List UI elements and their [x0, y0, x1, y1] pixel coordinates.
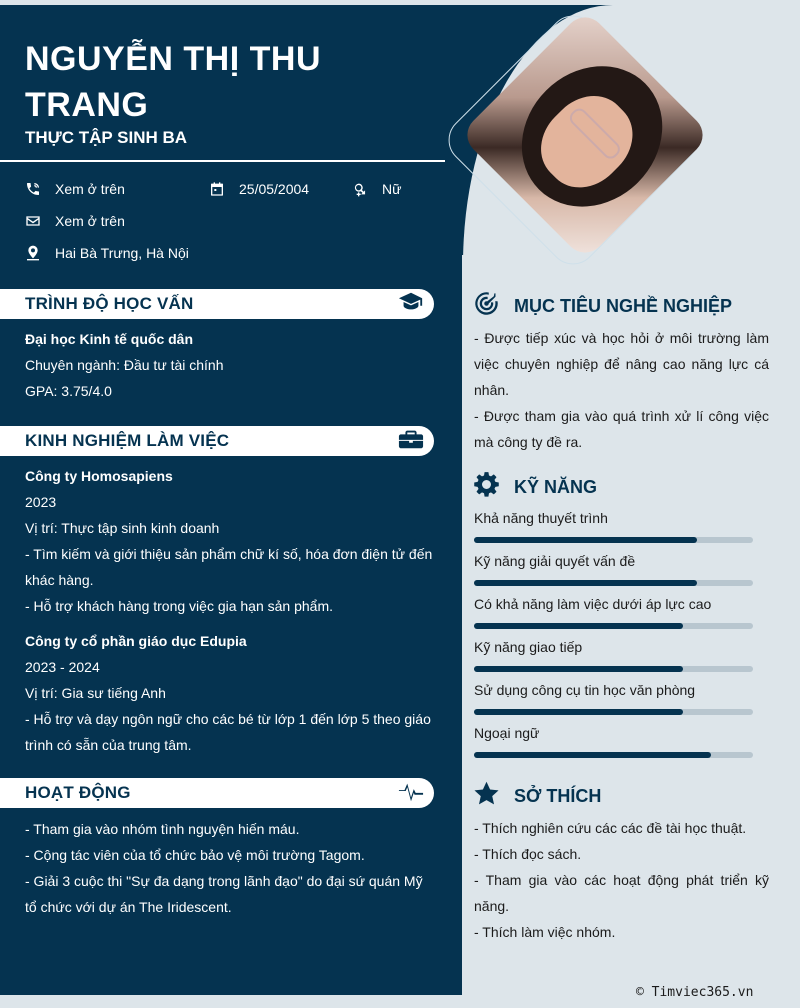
graduation-cap-icon: [398, 291, 424, 318]
skill-bar-track: [474, 709, 753, 715]
skill-bar-fill: [474, 752, 711, 758]
hobbies-heading-row: [473, 780, 601, 812]
job-period: 2023: [25, 494, 57, 510]
skill-item: [474, 725, 754, 758]
objective-item: - Được tiếp xúc và học hỏi ở môi trường làm việc chuyên nghiệp để nâng cao năng lực cá nhân.: [474, 330, 769, 398]
header-divider: [0, 160, 445, 162]
skill-bar-fill: [474, 666, 683, 672]
candidate-name: NGUYỄN THỊ THU TRANG: [25, 40, 321, 124]
location-pin-icon: [25, 245, 41, 261]
contact-birthday: [209, 181, 309, 197]
education-heading: TRÌNH ĐỘ HỌC VẤN: [25, 294, 194, 313]
job-period: 2023 - 2024: [25, 659, 100, 675]
skill-label: Ngoại ngữ: [474, 725, 540, 741]
job-company: Công ty cổ phần giáo dục Edupia: [25, 633, 247, 649]
job-duty: - Hỗ trợ và dạy ngôn ngữ cho các bé từ lớp 1 đến lớp 5 theo giáo trình có sẵn của trung tâm.: [25, 711, 431, 753]
skill-label: Kỹ năng giao tiếp: [474, 639, 583, 655]
contact-gender-text: Nữ: [382, 181, 402, 197]
contact-birthday-text: 25/05/2004: [239, 181, 310, 197]
objective-heading: MỤC TIÊU NGHỀ NGHIỆP: [514, 295, 733, 316]
objective-list: [474, 325, 769, 455]
skill-bar-fill: [474, 537, 697, 543]
activity-item: - Giải 3 cuộc thi "Sự đa dạng trong lãnh đạo" do đại sứ quán Mỹ tổ chức với dự án The Iridescent.: [25, 873, 423, 915]
activities-heading: HOẠT ĐỘNG: [25, 783, 131, 802]
activities-list: [25, 816, 435, 920]
objective-heading-row: [473, 290, 732, 322]
hobby-item: - Thích đọc sách.: [474, 846, 582, 862]
gear-icon: [473, 471, 500, 503]
skill-label: Khả năng thuyết trình: [474, 510, 608, 526]
job-position: Vị trí: Thực tập sinh kinh doanh: [25, 520, 220, 536]
heartbeat-icon: [398, 780, 424, 807]
hobbies-list: [474, 815, 769, 945]
watermark: © Timviec365.vn: [636, 985, 754, 1000]
skill-item: [474, 553, 754, 586]
hobby-item: - Thích làm việc nhóm.: [474, 924, 616, 940]
contact-phone: [25, 181, 125, 197]
phone-icon: [25, 181, 41, 197]
education-details: [25, 326, 435, 404]
gender-icon: [352, 181, 368, 197]
education-gpa: GPA: 3.75/4.0: [25, 383, 112, 399]
skill-item: [474, 682, 754, 715]
contact-address-text: Hai Bà Trưng, Hà Nội: [55, 245, 189, 261]
skills-heading-row: [473, 471, 597, 503]
skill-label: Có khả năng làm việc dưới áp lực cao: [474, 596, 712, 612]
skill-bar-track: [474, 623, 753, 629]
skill-bar-track: [474, 752, 753, 758]
experience-job-2: [25, 628, 435, 758]
contact-email: [25, 213, 125, 229]
star-icon: [473, 780, 500, 812]
hobby-item: - Thích nghiên cứu các các đề tài học thuật.: [474, 820, 747, 836]
education-major: Chuyên ngành: Đầu tư tài chính: [25, 357, 224, 373]
job-position: Vị trí: Gia sư tiếng Anh: [25, 685, 166, 701]
experience-heading-bar: [0, 426, 434, 456]
skill-bar-fill: [474, 580, 697, 586]
skill-bar-track: [474, 537, 753, 543]
activity-item: - Cộng tác viên của tổ chức bảo vệ môi trường Tagom.: [25, 847, 365, 863]
skill-bar-track: [474, 666, 753, 672]
education-heading-bar: [0, 289, 434, 319]
activity-item: - Tham gia vào nhóm tình nguyện hiến máu.: [25, 821, 300, 837]
job-company: Công ty Homosapiens: [25, 468, 173, 484]
briefcase-icon: [398, 428, 424, 455]
education-school: Đại học Kinh tế quốc dân: [25, 331, 194, 347]
experience-job-1: [25, 463, 435, 619]
skill-item: [474, 510, 754, 543]
skill-item: [474, 596, 754, 629]
job-duty: - Hỗ trợ khách hàng trong việc gia hạn sản phẩm.: [25, 598, 334, 614]
contact-email-text: Xem ở trên: [55, 213, 125, 229]
skills-heading: KỸ NĂNG: [514, 476, 598, 497]
target-icon: [473, 290, 500, 322]
job-duty: - Tìm kiếm và giới thiệu sản phẩm chữ kí số, hóa đơn điện tử đến khác hàng.: [25, 546, 433, 588]
calendar-icon: [209, 181, 225, 197]
envelope-icon: [25, 213, 41, 229]
job-title: THỰC TẬP SINH BA: [25, 128, 188, 147]
skill-label: Sử dụng công cụ tin học văn phòng: [474, 682, 696, 698]
contact-gender: [352, 181, 401, 197]
skill-bar-fill: [474, 623, 683, 629]
skill-item: [474, 639, 754, 672]
skill-label: Kỹ năng giải quyết vấn đề: [474, 553, 636, 569]
experience-heading: KINH NGHIỆM LÀM VIỆC: [25, 431, 230, 450]
hobbies-heading: SỞ THÍCH: [514, 785, 602, 806]
activities-heading-bar: [0, 778, 434, 808]
bottom-strip: [0, 995, 470, 1008]
contact-phone-text: Xem ở trên: [55, 181, 125, 197]
hobby-item: - Tham gia vào các hoạt động phát triển kỹ năng.: [474, 872, 769, 914]
contact-address: [25, 245, 189, 261]
skill-bar-track: [474, 580, 753, 586]
skill-bar-fill: [474, 709, 683, 715]
objective-item: - Được tham gia vào quá trình xử lí công việc mà công ty đề ra.: [474, 408, 769, 450]
